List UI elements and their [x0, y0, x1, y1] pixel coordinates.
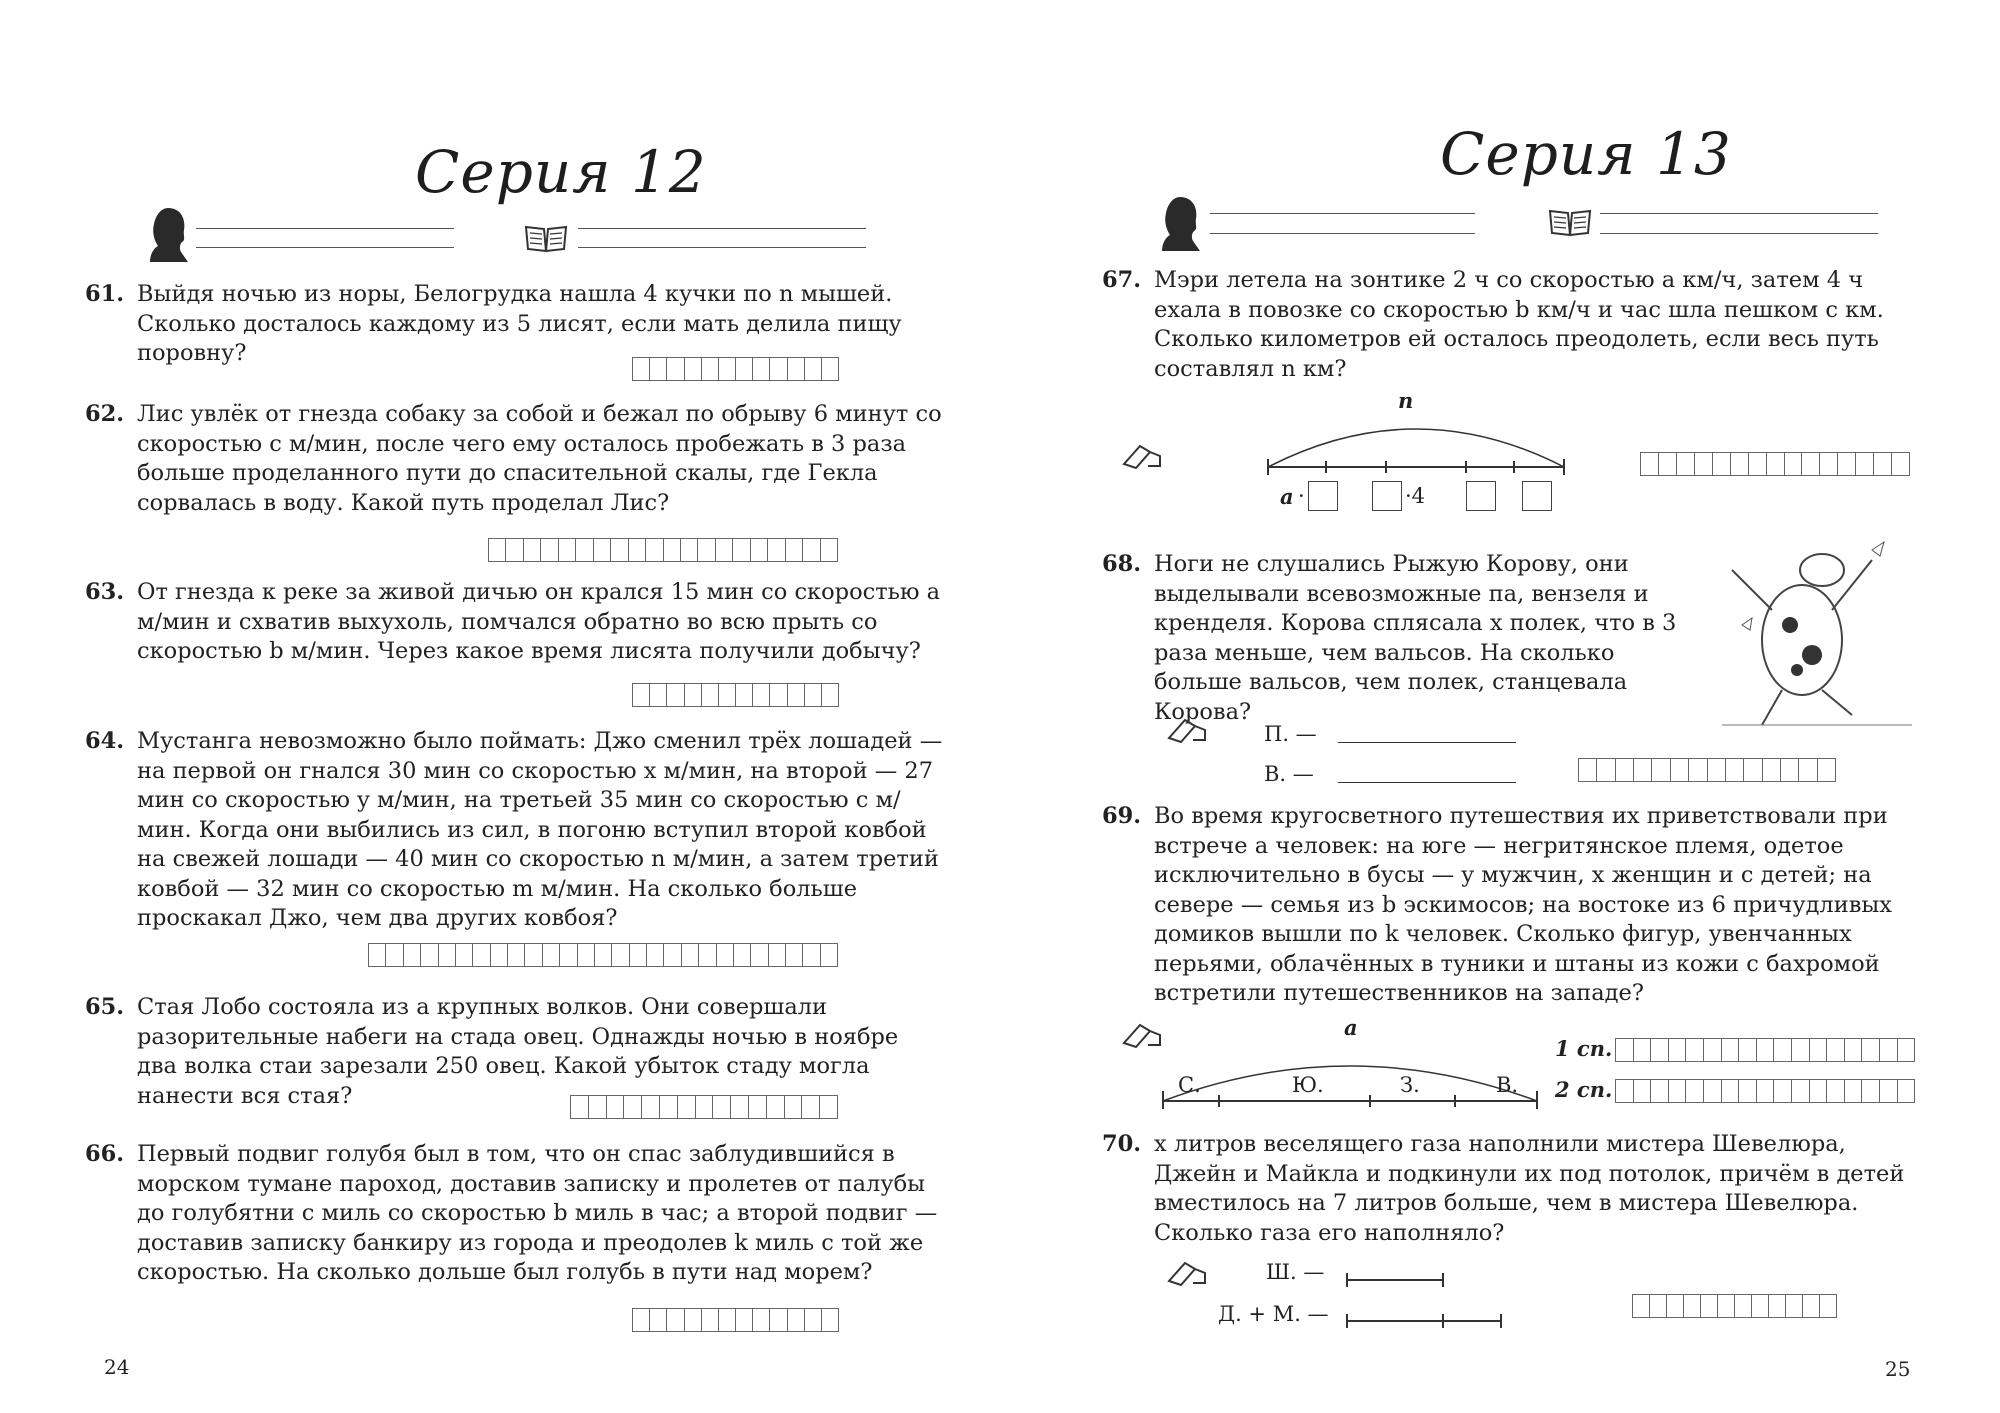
answer-grid [368, 943, 838, 967]
problem-text: x литров веселящего газа наполнили мистера Шевелюра, Джейн и Майкла и подкинули их под потолок, причём в детей вместилось на 7 литров больше, чем в мистера Шевелюра. Сколько газа его наполняло? [1154, 1131, 1905, 1246]
segment-dm [1345, 1311, 1505, 1331]
answer-grid [632, 357, 839, 381]
answer-grid [570, 1095, 838, 1119]
book-line [1600, 213, 1878, 214]
problem-text: Мэри летела на зонтике 2 ч со скоростью a км/ч, затем 4 ч ехала в повозке со скоростью b км/ч и час шла пешком c км. Сколько километров ей осталось преодолеть, если весь путь составлял n км? [1154, 267, 1884, 382]
problem-number: 68. [1102, 551, 1142, 577]
pencil-hand-icon [1120, 438, 1166, 470]
series-title: Серия 12 [415, 138, 707, 206]
problem-number: 70. [1102, 1131, 1142, 1157]
page-number: 25 [1885, 1357, 1911, 1381]
problem-number: 61. [85, 281, 125, 307]
diagram-label-a: a [1344, 1015, 1358, 1040]
problem-number: 66. [85, 1141, 125, 1167]
label-east: В. [1496, 1073, 1519, 1097]
answer-grid [1632, 1294, 1837, 1318]
label-south: С. [1178, 1073, 1201, 1097]
answer-grid [1615, 1079, 1915, 1103]
book-line [578, 247, 866, 248]
label-method-1: 1 сп. [1555, 1036, 1613, 1061]
diagram-label-four: ·4 [1405, 484, 1426, 508]
dancing-cow-illustration [1712, 530, 1922, 730]
problem-text: Мустанга невозможно было поймать: Джо сменил трёх лошадей — на первой он гнался 30 мин со скоростью x м/мин, на второй — 27 мин со скоростью y м/мин, на третьей 35 мин со скоростью c м/мин. Когда они выбились из сил, в погоню вступил второй ковбой на свежей лошади — 40 мин со скоростью n м/мин, а затем третий ковбой — 32 мин со скоростью m м/мин. На сколько больше проскакал Джо, чем два других ковбоя? [137, 728, 943, 931]
problem-number: 62. [85, 401, 125, 427]
pencil-hand-icon [1165, 1255, 1211, 1287]
name-line [1210, 233, 1475, 234]
label-method-2: 2 сп. [1555, 1077, 1613, 1102]
problem-number: 63. [85, 579, 125, 605]
pencil-hand-icon [1165, 712, 1211, 744]
problem-text: Во время кругосветного путешествия их приветствовали при встрече a человек: на юге — негритянское племя, одетое исключительно в бусы — y мужчин, x женщин и c детей; на севере — семья из b эскимосов; на востоке из 6 причудливых домиков вышли по k человек. Сколько фигур, увенчанных перьями, облачённых в туники и штаны из кожи с бахромой встретили путешественников на западе? [1154, 803, 1892, 1006]
name-line [1210, 213, 1475, 214]
diagram-label-n: n [1398, 388, 1414, 413]
book-line [578, 228, 866, 229]
problem-text: Ноги не слушались Рыжую Корову, они выделывали всевозможные па, вензеля и кренделя. Корова сплясала x полек, что в 3 раза меньше, чем вальсов. На сколько больше вальсов, чем полек, станцевала Корова? [1154, 551, 1677, 725]
answer-box [1308, 481, 1338, 511]
problem-number: 64. [85, 728, 125, 754]
answer-box [1466, 481, 1496, 511]
problem-number: 67. [1102, 267, 1142, 293]
book-line [1600, 233, 1878, 234]
diagram-label-dot: · [1298, 484, 1305, 508]
problem-text: Лис увлёк от гнезда собаку за собой и бежал по обрыву 6 минут со скоростью c м/мин, после чего ему осталось пробежать в 3 раза больше проделанного пути до спасительной скалы, где Гекла сорвалась в воду. Какой путь проделал Лис? [137, 401, 942, 516]
answer-grid [1615, 1038, 1915, 1062]
answer-grid [1640, 452, 1910, 476]
label-waltzes: В. — [1264, 762, 1314, 786]
problem-text: Первый подвиг голубя был в том, что он спас заблудившийся в морском тумане пароход, доставив записку и пролетев от палубы до голубятни c миль со скоростью b миль в час; а второй подвиг — доставив записку банкиру из города и преодолев k миль с той же скоростью. На сколько дольше был голубь в пути над морем? [137, 1141, 938, 1285]
name-line [196, 247, 454, 248]
label-yu: Ю. [1292, 1073, 1324, 1097]
page-number: 24 [104, 1355, 130, 1379]
answer-grid [1578, 758, 1836, 782]
answer-box [1372, 481, 1402, 511]
answer-grid [632, 683, 839, 707]
right-page [1000, 0, 2000, 1413]
answer-grid [632, 1308, 839, 1332]
problem-text: Выйдя ночью из норы, Белогрудка нашла 4 кучки по n мышей. Сколько досталось каждому из 5 лисят, если мать делила пищу поровну? [137, 281, 902, 366]
book-icon [1548, 207, 1592, 239]
problem-number: 65. [85, 994, 125, 1020]
diagram-69 [1155, 1035, 1545, 1125]
segment-sh [1345, 1270, 1445, 1290]
series-title: Серия 13 [1440, 120, 1732, 188]
problem-number: 69. [1102, 803, 1142, 829]
name-line [196, 228, 454, 229]
answer-line [1338, 782, 1516, 783]
answer-grid [488, 538, 838, 562]
answer-box [1522, 481, 1552, 511]
problem-text: Стая Лобо состояла из a крупных волков. Они совершали разорительные набеги на стада овец. Однажды ночью в ноябре два волка стаи зарезали 250 овец. Какой убыток стаду могла нанести вся стая? [137, 994, 899, 1109]
head-silhouette-icon [148, 206, 188, 264]
label-polkas: П. — [1264, 722, 1317, 746]
problem-text: От гнезда к реке за живой дичью он крался 15 мин со скоростью a м/мин и схватив выхухоль, помчался обратно во всю прыть со скоростью b м/мин. Через какое время лисята получили добычу? [137, 579, 941, 664]
label-dm: Д. + М. — [1218, 1302, 1329, 1326]
label-sh: Ш. — [1266, 1260, 1325, 1284]
answer-line [1338, 742, 1516, 743]
book-icon [524, 223, 568, 255]
head-silhouette-icon [1160, 195, 1200, 253]
diagram-label-a: a [1280, 484, 1294, 509]
label-west: З. [1400, 1073, 1420, 1097]
